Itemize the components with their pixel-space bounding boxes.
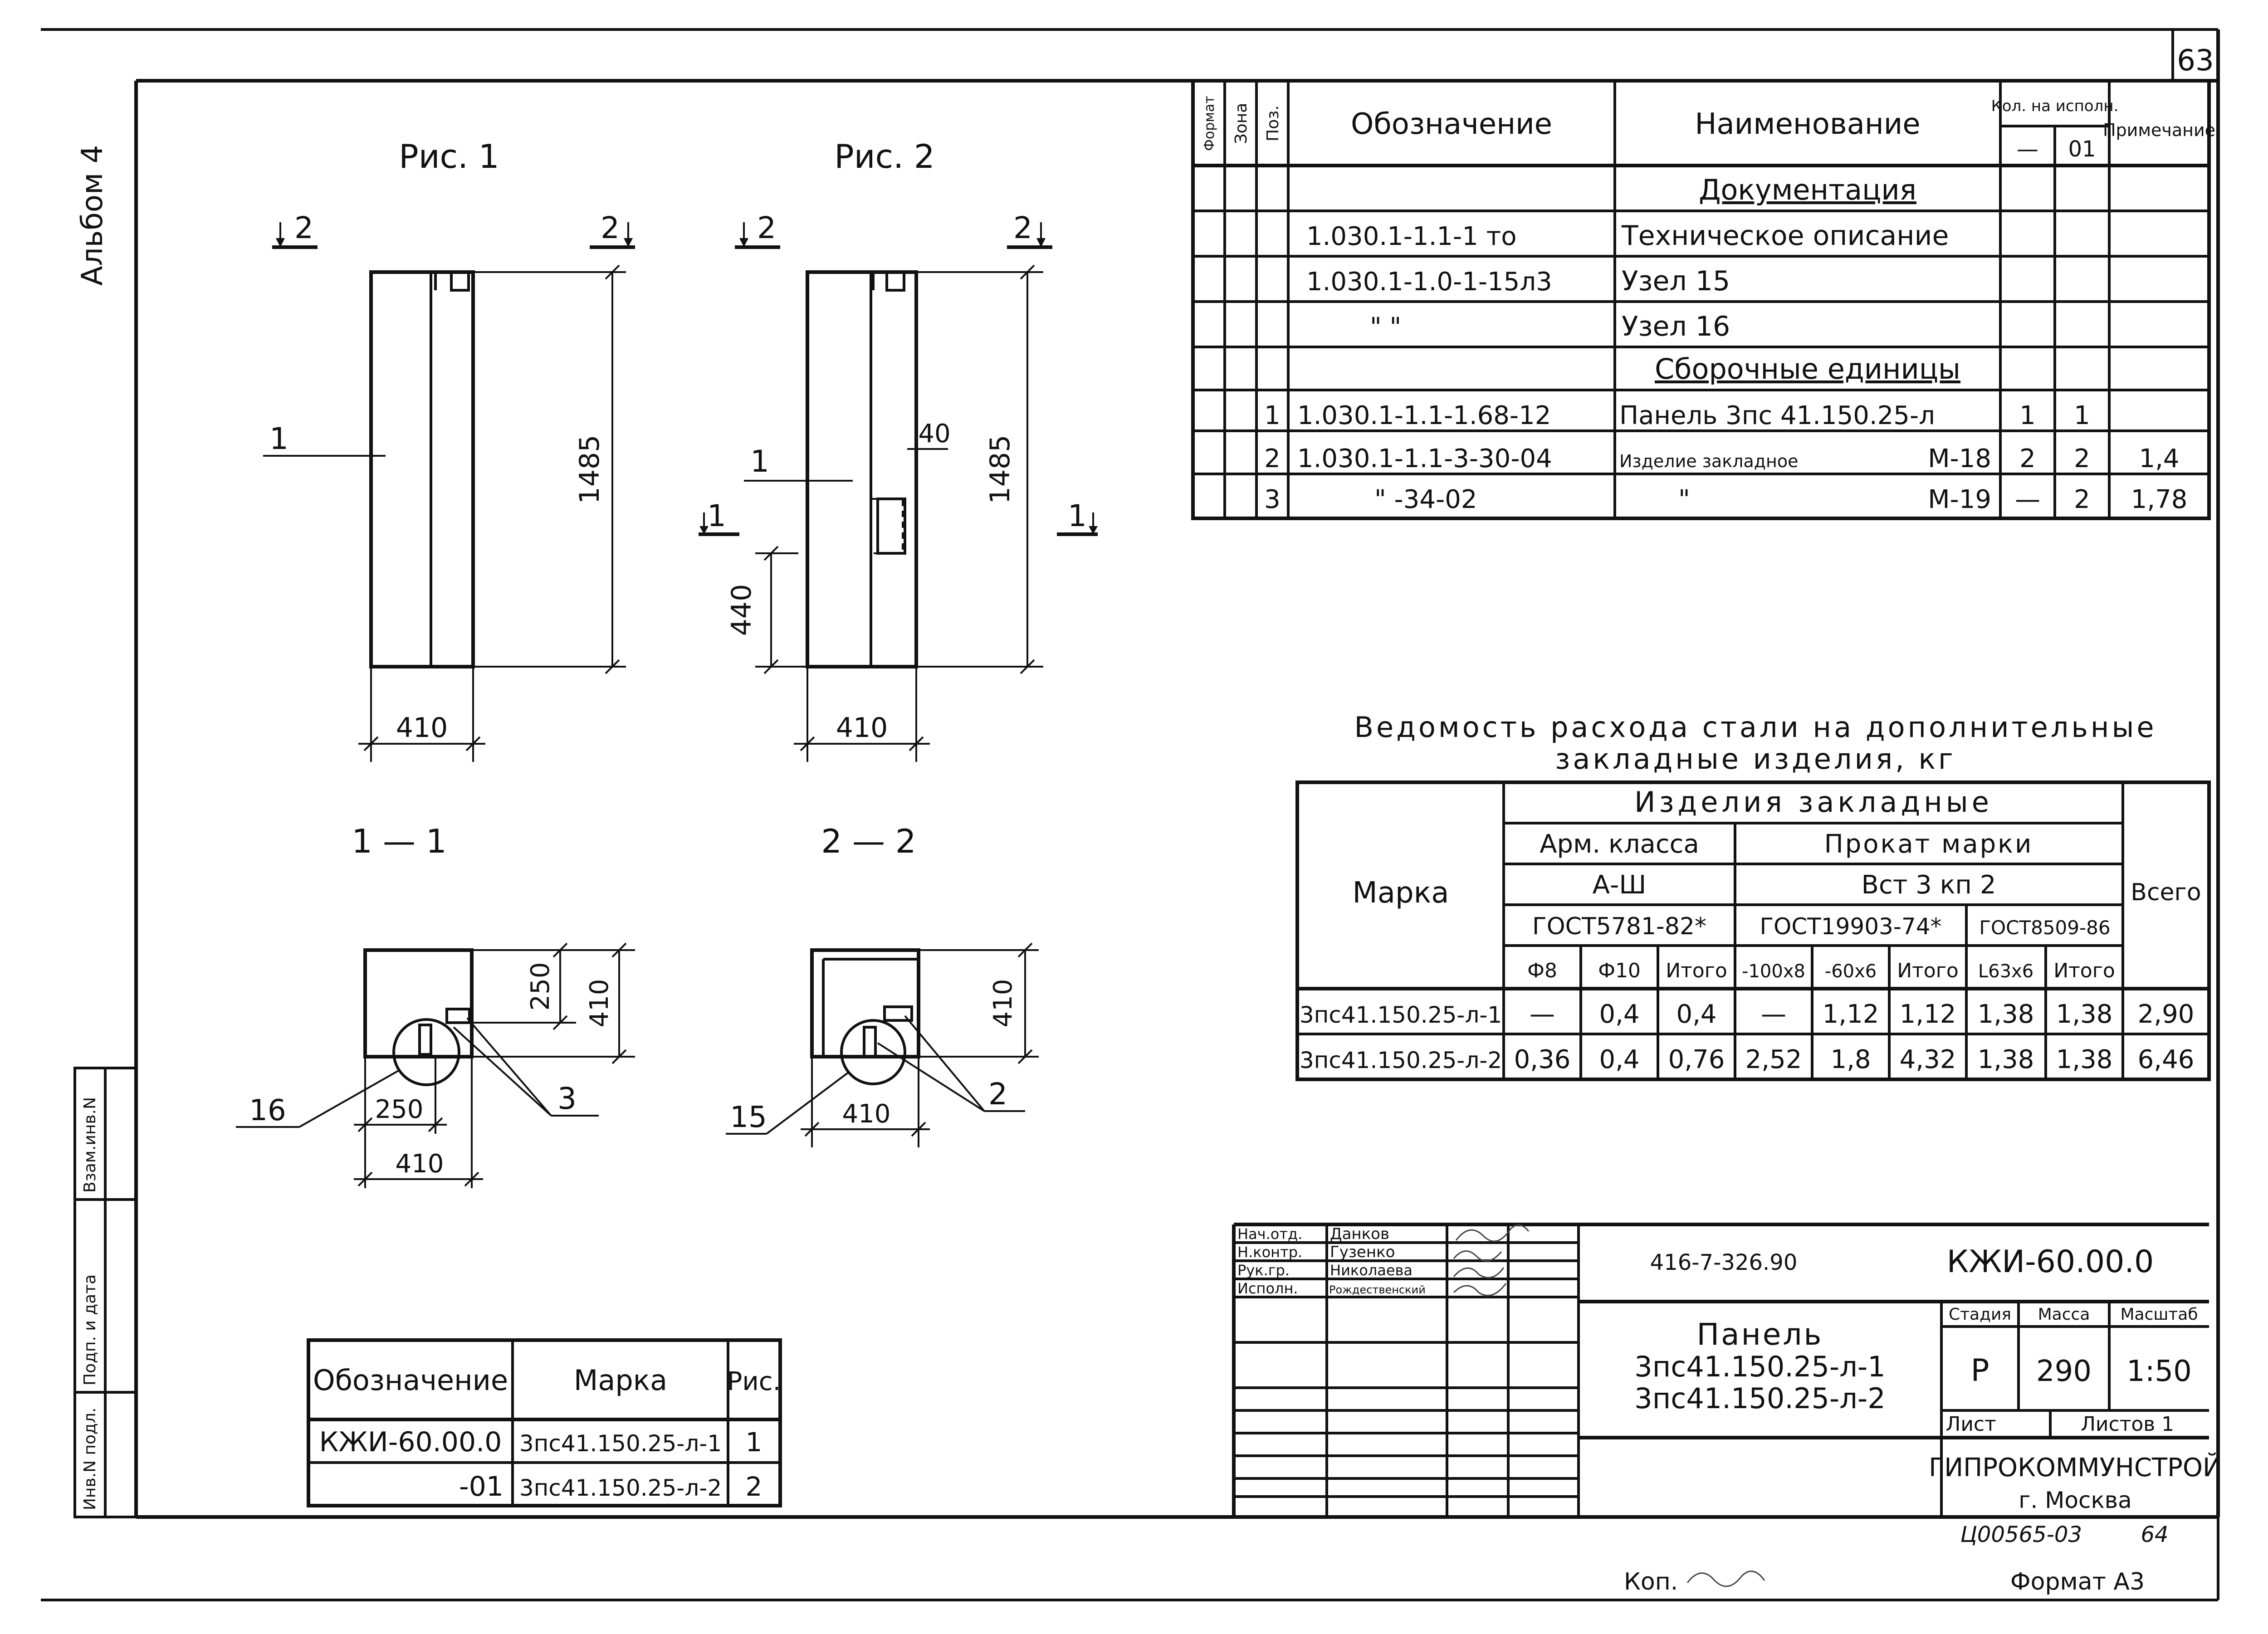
- steel-cell: 2,90: [2137, 1000, 2195, 1029]
- tb-sheet-label: Лист: [1945, 1413, 1996, 1436]
- page-number: 63: [2177, 44, 2214, 78]
- spec-row-qty-a: —: [2015, 485, 2040, 514]
- tb-scale: 1:50: [2126, 1355, 2192, 1388]
- strip-replace-label: Взам.инв.N: [81, 1097, 99, 1193]
- variants-h-fig: Рис.: [727, 1367, 781, 1396]
- tb-name: Данков: [1330, 1225, 1390, 1243]
- fig2-section-mark-left-2: 2: [757, 210, 776, 245]
- steel-row-1: [1300, 1000, 2195, 1029]
- tb-sheets-label: Листов 1: [2080, 1413, 2175, 1436]
- tb-doc-code: КЖИ-60.00.0: [1946, 1244, 2154, 1280]
- spec-h-name: Наименование: [1695, 107, 1921, 141]
- steel-cell: 1,12: [1822, 1000, 1879, 1029]
- tb-project-no: 416-7-326.90: [1650, 1250, 1798, 1275]
- spec-h-zone: Зона: [1232, 102, 1251, 144]
- spec-h-designation: Обозначение: [1350, 107, 1553, 141]
- spec-row-name: Узел 16: [1622, 311, 1730, 342]
- spec-row-qty-a: 1: [2019, 401, 2036, 430]
- variants-h-designation: Обозначение: [313, 1364, 508, 1397]
- fig2-pos-label: 1: [750, 444, 769, 479]
- tb-item-line2: 3пс41.150.25-л-2: [1634, 1382, 1886, 1415]
- tb-role: Рук.гр.: [1237, 1262, 1290, 1279]
- steel-h-arm: Арм. класса: [1540, 829, 1699, 859]
- archive-number: Ц00565-03: [1960, 1522, 2082, 1547]
- sec11-dim-height: 410: [585, 979, 614, 1028]
- steel-cell: 2,52: [1745, 1045, 1802, 1074]
- variants-cell: -01: [459, 1471, 503, 1502]
- steel-cell: 0,4: [1599, 1000, 1640, 1029]
- spec-row-name: Изделие закладное: [1619, 451, 1799, 471]
- sec22-dim-height: 410: [988, 979, 1018, 1028]
- fig1-elevation: [263, 137, 635, 762]
- spec-h-pos: Поз.: [1264, 105, 1282, 141]
- archive-page: 64: [2141, 1522, 2169, 1547]
- spec-row-note: 1,4: [2139, 444, 2180, 473]
- steel-sub-header: Итого: [1666, 959, 1727, 982]
- variants-cell: 3пс41.150.25-л-2: [519, 1475, 722, 1501]
- tb-mass: 290: [2036, 1355, 2092, 1388]
- fig2-dim-insert: 440: [726, 584, 758, 636]
- spec-row-qty-a: 2: [2019, 444, 2036, 473]
- steel-h-gost2: ГОСТ19903-74*: [1760, 913, 1942, 940]
- spec-row-name: Узел 15: [1622, 265, 1730, 297]
- steel-cell: 1,12: [1899, 1000, 1956, 1029]
- strip-inv-label: Инв.N подл.: [81, 1407, 99, 1510]
- spec-row-pos: 2: [1264, 444, 1281, 473]
- fig2-section-mark-right-2: 2: [1013, 210, 1032, 245]
- fig2-dim-width: 410: [836, 712, 888, 744]
- spec-h-format: Формат: [1202, 96, 1217, 151]
- fig2-dim-offset: 40: [918, 419, 951, 449]
- steel-cell: 0,36: [1514, 1045, 1571, 1074]
- tb-city: г. Москва: [2019, 1487, 2132, 1513]
- spec-row-pos: 3: [1264, 485, 1281, 514]
- spec-row-qty-b: 2: [2074, 444, 2090, 473]
- fig2-panel-outline: [807, 272, 916, 667]
- spec-h-note: Примечание: [2102, 120, 2216, 140]
- steel-h-gost1: ГОСТ5781-82*: [1532, 913, 1706, 940]
- sec22-node-label: 15: [730, 1101, 767, 1134]
- spec-row-name: Панель 3пс 41.150.25-л: [1619, 401, 1935, 430]
- fig2-title: Рис. 2: [834, 137, 935, 176]
- fig1-section-mark-right: 2: [601, 210, 620, 245]
- variants-h-marka: Марка: [573, 1364, 668, 1397]
- album-label: Альбом 4: [76, 145, 109, 286]
- spec-row-designation: 1.030.1-1.1-3-30-04: [1297, 444, 1552, 473]
- format-label: Формат А3: [2010, 1568, 2145, 1595]
- sec11-pos-label: 3: [557, 1081, 577, 1116]
- sec11-dim-w-outer: 410: [395, 1149, 444, 1179]
- steel-cell: 3пс41.150.25-л-1: [1299, 1002, 1502, 1028]
- steel-cell: 0,76: [1668, 1045, 1725, 1074]
- sec11-dim-w-inner: 250: [375, 1095, 424, 1124]
- tb-h-mass: Масса: [2038, 1305, 2090, 1324]
- spec-row-pos: 1: [1264, 401, 1281, 430]
- fig2-section-mark-right-1: 1: [1068, 498, 1087, 533]
- tb-role: Нач.отд.: [1237, 1225, 1303, 1243]
- fig2-section-mark-left-1: 1: [707, 498, 726, 533]
- sec22-dim-width: 410: [842, 1099, 891, 1129]
- spec-row-name: Техническое описание: [1622, 220, 1949, 252]
- steel-title-line1: Ведомость расхода стали на дополнительные: [1354, 711, 2157, 744]
- steel-cell: 3пс41.150.25-л-2: [1299, 1047, 1502, 1073]
- spec-h-qty-a: —: [2017, 137, 2038, 162]
- spec-row-designation: " -34-02: [1374, 485, 1477, 514]
- steel-sub-header: Ф10: [1598, 959, 1641, 982]
- steel-sub-header: Ф8: [1527, 959, 1557, 982]
- spec-row-name: ": [1678, 485, 1690, 514]
- tb-role: Н.контр.: [1237, 1244, 1303, 1261]
- spec-section-docs: Документация: [1699, 173, 1916, 206]
- tb-name: Николаева: [1330, 1262, 1413, 1279]
- steel-h-marka: Марка: [1352, 876, 1449, 910]
- spec-row-note: 1,78: [2131, 485, 2188, 514]
- steel-h-gost3: ГОСТ8509-86: [1979, 917, 2111, 939]
- steel-cell: 1,38: [2056, 1045, 2113, 1074]
- tb-role: Исполн.: [1237, 1280, 1298, 1297]
- spec-row-qty-b: 2: [2074, 485, 2090, 514]
- steel-cell: 6,46: [2137, 1045, 2195, 1074]
- steel-row-2: [1300, 1045, 2195, 1074]
- copied-label: Коп.: [1624, 1568, 1678, 1595]
- spec-section-units: Сборочные единицы: [1654, 352, 1961, 385]
- sec11-title: 1 — 1: [352, 822, 447, 860]
- section-1-1: [236, 822, 635, 1188]
- steel-h-vst: Вст 3 кп 2: [1861, 870, 1996, 900]
- steel-sub-header: -100х8: [1742, 961, 1805, 982]
- spec-row-mark: М-19: [1928, 485, 1991, 514]
- steel-h-total: Всего: [2131, 879, 2201, 906]
- tb-stage: Р: [1970, 1353, 1989, 1389]
- tb-name: Гузенко: [1330, 1243, 1395, 1261]
- fig2-dim-height: 1485: [984, 434, 1016, 504]
- spec-row-designation: " ": [1370, 312, 1402, 342]
- steel-cell: 0,4: [1599, 1045, 1640, 1074]
- sec22-pos-label: 2: [988, 1077, 1007, 1112]
- spec-row-designation: 1.030.1-1.1-1 то: [1306, 222, 1517, 251]
- spec-row-qty-b: 1: [2074, 401, 2090, 430]
- steel-cell: 1,38: [1977, 1000, 2034, 1029]
- steel-subheaders: [1527, 959, 2115, 982]
- copier-signature: [1687, 1571, 1765, 1586]
- fig1-section-mark-left: 2: [294, 210, 313, 245]
- variants-cell: 2: [745, 1471, 763, 1502]
- fig1-pos-label: 1: [269, 421, 288, 456]
- variants-cell: КЖИ-60.00.0: [319, 1426, 502, 1458]
- fig1-panel-outline: [371, 272, 473, 667]
- steel-cell: 1,38: [2056, 1000, 2113, 1029]
- steel-sub-header: L63х6: [1978, 961, 2034, 982]
- steel-cell: 1,8: [1830, 1045, 1871, 1074]
- variants-cell: 1: [745, 1427, 763, 1458]
- spec-row-designation: 1.030.1-1.0-1-15л3: [1306, 267, 1552, 297]
- tb-name: Рождественский: [1329, 1283, 1426, 1296]
- steel-title-line2: закладные изделия, кг: [1555, 742, 1956, 776]
- spec-h-qty: Кол. на исполн.: [1991, 97, 2119, 115]
- fig1-dim-width: 410: [396, 712, 448, 744]
- steel-cell: —: [1761, 1000, 1786, 1029]
- steel-cell: 0,4: [1676, 1000, 1717, 1029]
- fig2-elevation: [699, 137, 1098, 762]
- sec11-node-label: 16: [249, 1094, 286, 1127]
- fig1-title: Рис. 1: [399, 137, 499, 176]
- steel-cell: 4,32: [1899, 1045, 1956, 1074]
- sec11-dim-inner: 250: [526, 962, 555, 1011]
- steel-sub-header: -60х6: [1824, 961, 1877, 982]
- steel-h-prokat: Прокат марки: [1824, 829, 2033, 859]
- tb-h-scale: Масштаб: [2120, 1305, 2198, 1324]
- spec-row-mark: М-18: [1928, 444, 1991, 473]
- tb-item-title: Панель: [1696, 1317, 1823, 1352]
- section-2-2: [726, 822, 1039, 1147]
- sec22-title: 2 — 2: [821, 822, 916, 860]
- tb-h-stage: Стадия: [1948, 1305, 2012, 1324]
- fig1-dim-height: 1485: [574, 434, 606, 504]
- steel-sub-header: Итого: [1897, 959, 1959, 982]
- steel-cell: —: [1530, 1000, 1555, 1029]
- spec-h-qty-b: 01: [2068, 137, 2096, 162]
- steel-h-a3: А-Ш: [1592, 870, 1647, 900]
- tb-org: ГИПРОКОММУНСТРОЙ: [1929, 1453, 2222, 1483]
- tb-item-line1: 3пс41.150.25-л-1: [1634, 1350, 1886, 1383]
- steel-h-items: Изделия закладные: [1634, 785, 1993, 819]
- variants-cell: 3пс41.150.25-л-1: [519, 1430, 722, 1457]
- strip-sign-label: Подп. и дата: [81, 1274, 99, 1385]
- steel-sub-header: Итого: [2053, 959, 2115, 982]
- steel-cell: 1,38: [1977, 1045, 2034, 1074]
- spec-row-designation: 1.030.1-1.1-1.68-12: [1297, 401, 1551, 430]
